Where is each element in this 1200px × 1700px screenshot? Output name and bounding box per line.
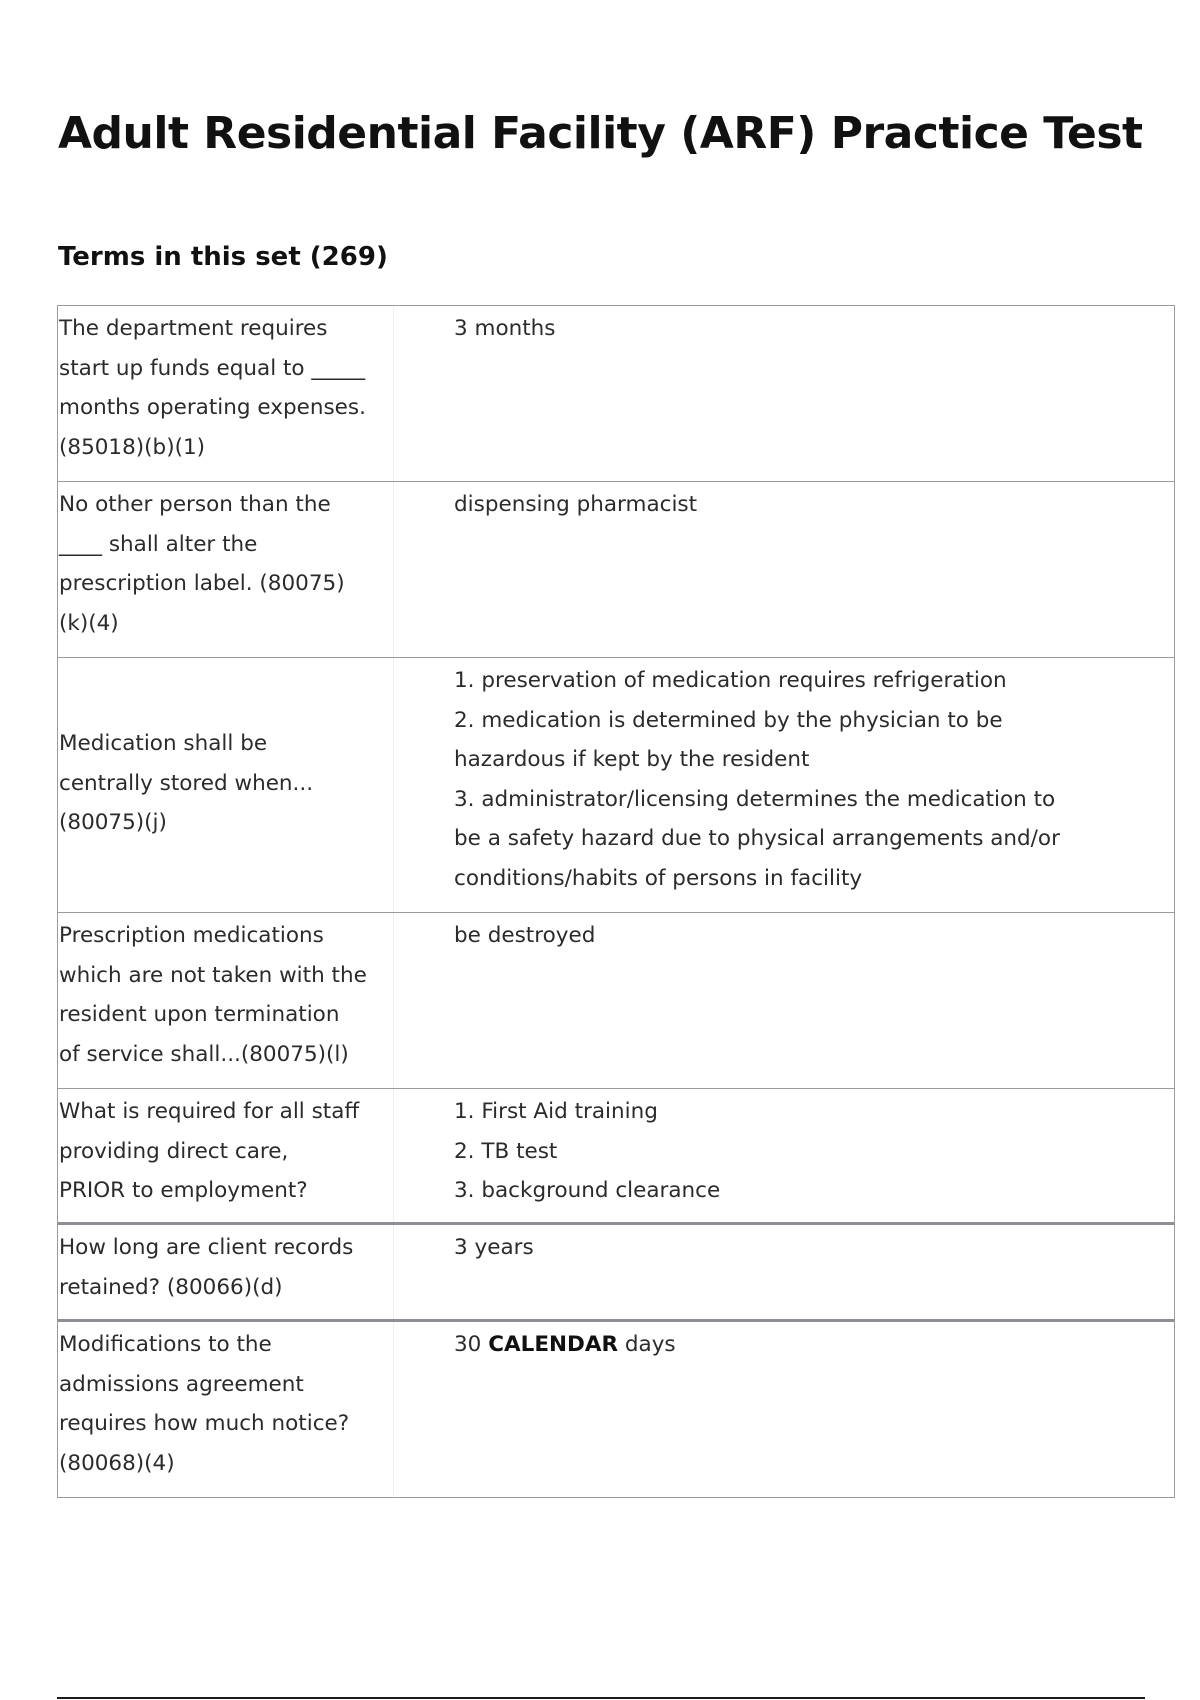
definition-prefix: 30 [454, 1332, 489, 1357]
definition-line: 3. administrator/licensing determines the medication to [454, 786, 1056, 812]
definition-line: dispensing pharmacist [454, 492, 698, 517]
term-text: How long are client records retained? (80066)(d) [59, 1235, 354, 1300]
definition-cell [454, 913, 1174, 1088]
table-row [58, 482, 1174, 658]
table-row [58, 1089, 1174, 1225]
table-row [58, 658, 1174, 913]
term-cell [58, 1322, 394, 1497]
definition-line: 2. TB test [454, 1138, 558, 1164]
footer-divider [57, 1697, 1145, 1699]
term-cell [58, 306, 394, 481]
definition-line: 1. First Aid training [454, 1099, 658, 1124]
term-cell [58, 1225, 394, 1319]
table-row [58, 1322, 1174, 1497]
definition-emphasis: CALENDAR [488, 1332, 619, 1357]
definition-line: conditions/habits of persons in facility [454, 865, 863, 891]
term-text: No other person than the ____ shall alter the prescription label. (80075) (k)(4) [59, 492, 345, 636]
page-title: Adult Residential Facility (ARF) Practice Test [58, 108, 1143, 159]
table-row [58, 306, 1174, 482]
table-row [58, 1225, 1174, 1322]
term-cell [58, 482, 394, 657]
definition-cell [454, 1089, 1174, 1222]
definition-cell [454, 1322, 1174, 1497]
terms-table [57, 305, 1175, 1498]
terms-count-heading: Terms in this set (269) [58, 242, 388, 272]
term-cell [58, 658, 394, 912]
term-text: Prescription medications which are not taken with the resident upon termination of service shall...(80075)(l) [59, 923, 367, 1067]
table-row [58, 913, 1174, 1089]
definition-cell [454, 306, 1174, 481]
definition-cell [454, 1225, 1174, 1319]
definition-suffix: days [618, 1332, 676, 1357]
definition-cell [454, 482, 1174, 657]
definition-line: 3 months [454, 316, 556, 341]
term-cell [58, 913, 394, 1088]
definition-line: be destroyed [454, 923, 596, 948]
definition-line [454, 1325, 1154, 1365]
definition-line: 2. medication is determined by the physician to be [454, 707, 1003, 733]
definition-line: 3. background clearance [454, 1178, 721, 1203]
definition-line: be a safety hazard due to physical arrangements and/or [454, 826, 1060, 851]
definition-cell [454, 658, 1174, 912]
term-text: The department requires start up funds equal to _____ months operating expenses. (85018)(b)(1) [59, 316, 366, 460]
definition-line: 3 years [454, 1235, 534, 1260]
definition-line: hazardous if kept by the resident [454, 747, 810, 772]
term-text: What is required for all staff providing direct care, PRIOR to employment? [59, 1099, 360, 1203]
term-text: Medication shall be centrally stored when... (80075)(j) [59, 731, 314, 836]
term-text: Modifications to the admissions agreement requires how much notice? (80068)(4) [59, 1332, 350, 1476]
definition-line: 1. preservation of medication requires refrigeration [454, 668, 1007, 693]
term-cell [58, 1089, 394, 1222]
